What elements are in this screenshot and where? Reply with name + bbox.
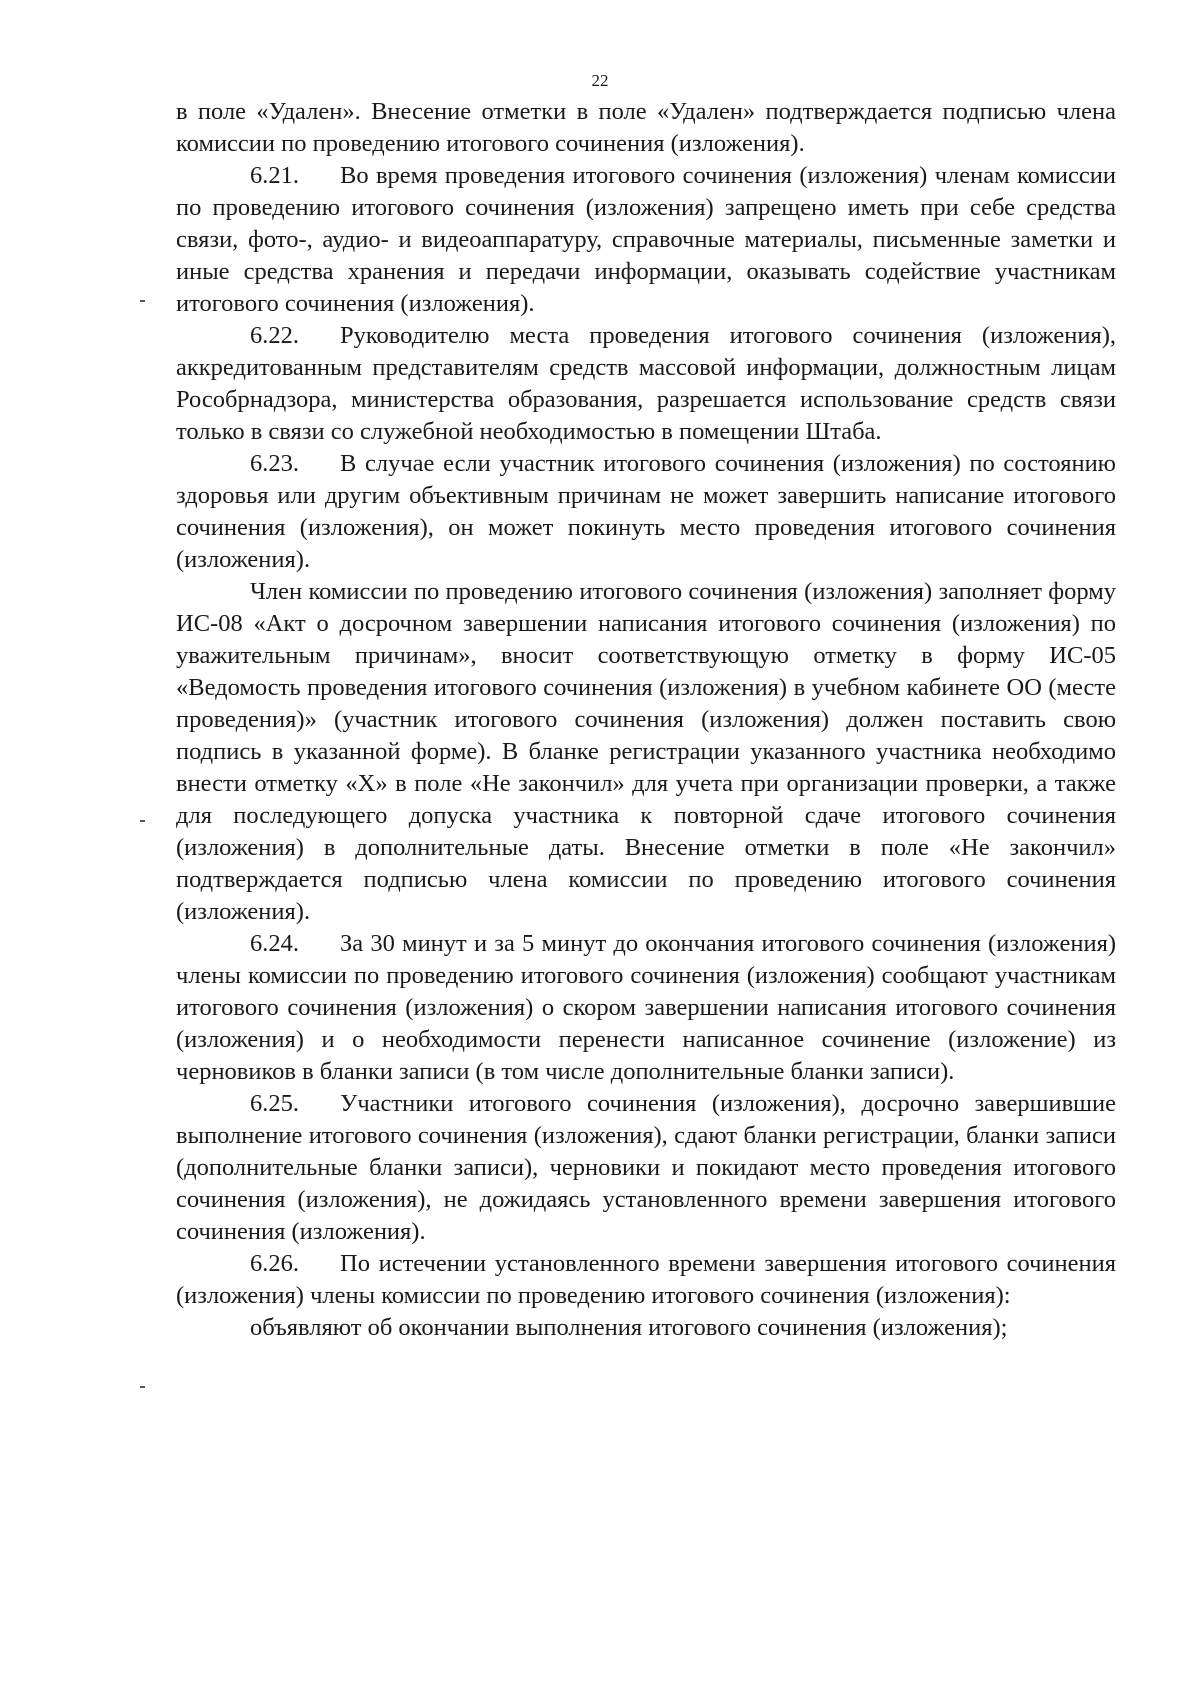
scan-mark <box>140 1386 145 1388</box>
paragraph-6-22 <box>176 320 1116 448</box>
paragraph-text: в поле «Удален». Внесение отметки в поле «Удален» подтверждается подписью члена комиссии по проведению итогового сочинения (изложения). <box>176 98 1116 157</box>
paragraph-text: Член комиссии по проведению итогового сочинения (изложения) заполняет форму ИС-08 «Акт о досрочном завершении написания итогового сочинения (изложения) по уважительным причинам», вносит соответствующую отметку в форму ИС-05 «Ведомость проведения итогового сочинения (изложения) в учебном кабинете ОО (месте проведения)» (участник итогового сочинения (изложения) должен поставить свою подпись в указанной форме). В бланке регистрации указанного участника необходимо внести отметку «X» в поле «Не закончил» для учета при организации проверки, а также для последующего допуска участника к повторной сдаче итогового сочинения (изложения) в дополнительные даты. Внесение отметки в поле «Не закончил» подтверждается подписью члена комиссии по проведению итогового сочинения (изложения). <box>176 578 1116 925</box>
paragraph-text: За 30 минут и за 5 минут до окончания итогового сочинения (изложения) члены комиссии по проведению итогового сочинения (изложения) сообщают участникам итогового сочинения (изложения) о скором завершении написания итогового сочинения (изложения) и о необходимости перенести написанное сочинение (изложение) из черновиков в бланки записи (в том числе дополнительные бланки записи). <box>176 930 1116 1085</box>
paragraph-number: 6.24. <box>250 930 299 957</box>
paragraph-continuation <box>176 96 1116 160</box>
paragraph-number: 6.21. <box>250 162 299 189</box>
scan-mark <box>140 300 145 302</box>
paragraph-number: 6.22. <box>250 322 299 349</box>
paragraph-text: Во время проведения итогового сочинения (изложения) членам комиссии по проведению итогового сочинения (изложения) запрещено иметь при себе средства связи, фото-, аудио- и видеоаппаратуру, справочные материалы, письменные заметки и иные средства хранения и передачи информации, оказывать содействие участникам итогового сочинения (изложения). <box>176 162 1116 317</box>
paragraph-text: Руководителю места проведения итогового сочинения (изложения), аккредитованным представителям средств массовой информации, должностным лицам Рособрнадзора, министерства образования, разрешается использование средств связи только в связи со служебной необходимостью в помещении Штаба. <box>176 322 1116 445</box>
paragraph-text: По истечении установленного времени завершения итогового сочинения (изложения) члены комиссии по проведению итогового сочинения (изложения): <box>176 1250 1116 1309</box>
paragraph-6-23-continued <box>176 576 1116 928</box>
paragraph-text: Участники итогового сочинения (изложения), досрочно завершившие выполнение итогового сочинения (изложения), сдают бланки регистрации, бланки записи (дополнительные бланки записи), черновики и покидают место проведения итогового сочинения (изложения), не дожидаясь установленного времени завершения итогового сочинения (изложения). <box>176 1090 1116 1245</box>
paragraph-number: 6.23. <box>250 450 299 477</box>
paragraph-6-21 <box>176 160 1116 320</box>
paragraph-6-24 <box>176 928 1116 1088</box>
paragraph-number: 6.26. <box>250 1250 299 1277</box>
paragraph-6-23 <box>176 448 1116 576</box>
document-body <box>176 96 1116 1344</box>
scan-mark <box>140 820 145 822</box>
page-number: 22 <box>591 71 609 90</box>
paragraph-6-25 <box>176 1088 1116 1248</box>
paragraph-6-26-item <box>176 1312 1116 1344</box>
paragraph-6-26 <box>176 1248 1116 1312</box>
paragraph-text: В случае если участник итогового сочинения (изложения) по состоянию здоровья или другим объективным причинам не может завершить написание итогового сочинения (изложения), он может покинуть место проведения итогового сочинения (изложения). <box>176 450 1116 573</box>
paragraph-text: объявляют об окончании выполнения итогового сочинения (изложения); <box>250 1314 1008 1341</box>
paragraph-number: 6.25. <box>250 1090 299 1117</box>
